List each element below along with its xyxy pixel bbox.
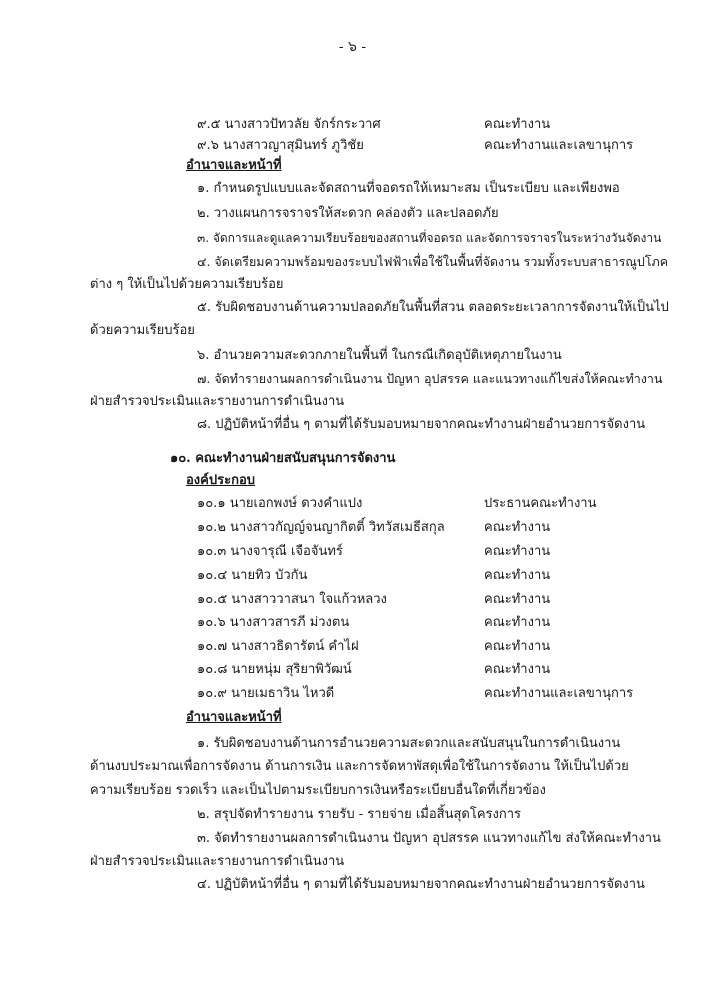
member-name: ๑๐.๒ นางสาวกัญญ์จนญากิตติ์ วิทวัสเมธีสกุล: [197, 520, 445, 535]
duty-item-continued: ต่าง ๆ ให้เป็นไปด้วยความเรียบร้อย: [90, 277, 284, 292]
member-role: คณะทำงาน: [484, 568, 551, 583]
member-name: ๙.๖ นางสาวญาสุมินทร์ ภูวิชัย: [197, 138, 364, 153]
duty-item: ๖. อำนวยความสะดวกภายในพื้นที่ ในกรณีเกิดอุบัติเหตุภายในงาน: [197, 348, 562, 363]
member-role: คณะทำงาน: [484, 615, 551, 630]
duty-item-continued: ฝ่ายสำรวจประเมินและรายงานการดำเนินงาน: [90, 854, 345, 869]
duty-item: ๔. ปฏิบัติหน้าที่อื่น ๆ ตามที่ได้รับมอบหมายจากคณะทำงานฝ่ายอำนวยการจัดงาน: [197, 877, 645, 892]
duty-item: ๔. จัดเตรียมความพร้อมของระบบไฟฟ้าเพื่อใช้ในพื้นที่จัดงาน รวมทั้งระบบสาธารณูปโภค: [197, 254, 669, 269]
member-name: ๑๐.๙ นายเมธาวิน ไหวดี: [197, 686, 335, 701]
section-title: ๑๐. คณะทำงานฝ่ายสนับสนุนการจัดงาน: [170, 451, 396, 466]
duty-item: ๓. จัดทำรายงานผลการดำเนินงาน ปัญหา อุปสรรค แนวทางแก้ไข ส่งให้คณะทำงาน: [197, 831, 661, 846]
composition-heading: องค์ประกอบ: [186, 473, 255, 488]
member-name: ๑๐.๑ นายเอกพงษ์ ดวงคำแปง: [197, 496, 363, 511]
member-name: ๑๐.๘ นายหนุ่ม สุริยาพิวัฒน์: [197, 662, 352, 677]
duty-item-continued: ฝ่ายสำรวจประเมินและรายงานการดำเนินงาน: [90, 394, 345, 409]
duty-item: ๒. วางแผนการจราจรให้สะดวก คล่องตัว และปลอดภัย: [197, 206, 499, 221]
member-role: ประธานคณะทำงาน: [484, 496, 597, 511]
duty-item: ๓. จัดการและดูแลความเรียบร้อยของสถานที่จอดรถ และจัดการจราจรในระหว่างวันจัดงาน: [197, 231, 662, 245]
duty-item-continued: ด้วยความเรียบร้อย: [90, 323, 195, 338]
duty-item-continued: ความเรียบร้อย รวดเร็ว และเป็นไปตามระเบียบการเงินหรือระเบียบอื่นใดที่เกี่ยวข้อง: [90, 783, 546, 798]
duty-item: ๘. ปฏิบัติหน้าที่อื่น ๆ ตามที่ได้รับมอบหมายจากคณะทำงานฝ่ายอำนวยการจัดงาน: [197, 417, 646, 432]
member-name: ๙.๕ นางสาวปัทวลัย จักร์กระวาศ: [197, 117, 381, 132]
member-role: คณะทำงานและเลขานุการ: [484, 686, 634, 701]
duties-heading: อำนาจและหน้าที่: [186, 158, 282, 173]
member-name: ๑๐.๗ นางสาวธิดารัตน์ คำไฝ: [197, 639, 359, 654]
member-role: คณะทำงาน: [484, 662, 551, 677]
duty-item: ๕. รับผิดชอบงานด้านความปลอดภัยในพื้นที่สวน ตลอดระยะเวลาการจัดงานให้เป็นไป: [197, 300, 669, 315]
member-role: คณะทำงาน: [484, 639, 551, 654]
member-name: ๑๐.๔ นายทิว บัวกัน: [197, 568, 308, 583]
duty-item: ๑. กำหนดรูปแบบและจัดสถานที่จอดรถให้เหมาะสม เป็นระเบียบ และเพียงพอ: [197, 181, 620, 196]
page-number: - ๖ -: [338, 39, 367, 55]
duty-item: ๒. สรุปจัดทำรายงาน รายรับ - รายจ่าย เมื่อสิ้นสุดโครงการ: [197, 807, 522, 822]
duty-item: ๑. รับผิดชอบงานด้านการอำนวยความสะดวกและสนับสนุนในการดำเนินงาน: [197, 736, 621, 751]
member-name: ๑๐.๕ นางสาววาสนา ใจแก้วหลวง: [197, 592, 387, 607]
member-name: ๑๐.๓ นางจารุณี เจือจันทร์: [197, 544, 343, 559]
member-role: คณะทำงานและเลขานุการ: [484, 138, 634, 153]
duties-heading: อำนาจและหน้าที่: [186, 710, 282, 725]
member-role: คณะทำงาน: [484, 544, 551, 559]
member-name: ๑๐.๖ นางสาวสารภี ม่วงตน: [197, 615, 350, 630]
duty-item-continued: ด้านงบประมาณเพื่อการจัดงาน ด้านการเงิน และการจัดหาพัสดุเพื่อใช้ในการจัดงาน ให้เป็นไปด้วย: [90, 759, 629, 774]
duty-item: ๗. จัดทำรายงานผลการดำเนินงาน ปัญหา อุปสรรค และแนวทางแก้ไขส่งให้คณะทำงาน: [197, 371, 663, 386]
member-role: คณะทำงาน: [484, 520, 551, 535]
member-role: คณะทำงาน: [484, 117, 551, 132]
member-role: คณะทำงาน: [484, 592, 551, 607]
